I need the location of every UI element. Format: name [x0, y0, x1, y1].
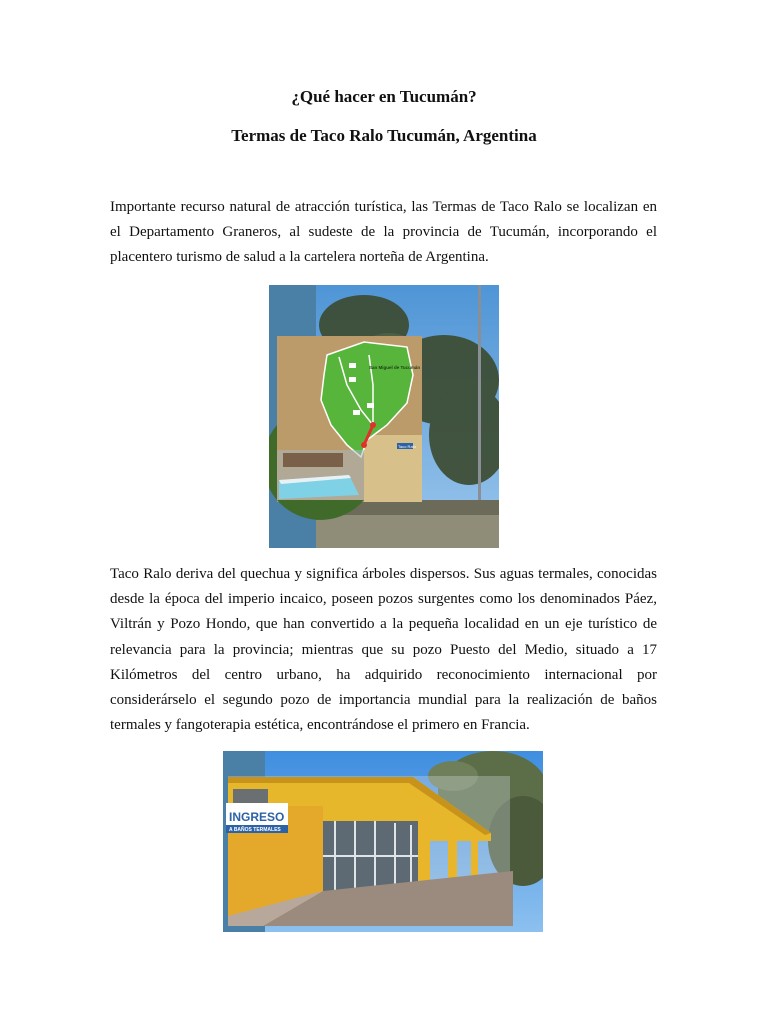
map-label-taco-ralo: Taco Ralo — [398, 444, 416, 449]
intro-paragraph: Importante recurso natural de atracción turística, las Termas de Taco Ralo se localizan en el Departamento Graneros, al sudeste de la provincia de Tucumán, incorporando el placentero turismo de salud a la cartelera norteña de Argentina. — [110, 199, 657, 266]
map-collage-graphic — [269, 285, 499, 548]
history-paragraph: Taco Ralo deriva del quechua y significa árboles dispersos. Sus aguas termales, conocidas desde la época del imperio incaico, poseen pozos surgentes como los denominados Páez, Viltrán y Pozo Hondo, que han convertido a la pequeña localidad en un eje turístico de relevancia para la provincia; mientras que su pozo Puesto del Medio, situado a 17 Kilómetros del centro urbano, ha adquirido reconocimiento internacional por considerárselo el segundo pozo de importancia mundial para la realización de baños termales y fangoterapia estética, encontrándose el primero en Francia. — [110, 566, 657, 734]
page-subtitle: Termas de Taco Ralo Tucumán, Argentina — [231, 126, 537, 145]
map-label-city: San Miguel de Tucumán — [369, 365, 421, 370]
sign-subtitle: A BAÑOS TERMALES — [229, 827, 281, 833]
light-pole — [478, 285, 481, 525]
page-title: ¿Qué hacer en Tucumán? — [291, 87, 477, 106]
entrance-photo-image — [223, 751, 543, 932]
entrance-photo-graphic — [223, 751, 543, 932]
map-collage-image — [269, 285, 499, 548]
sign-title: INGRESO — [229, 810, 285, 824]
